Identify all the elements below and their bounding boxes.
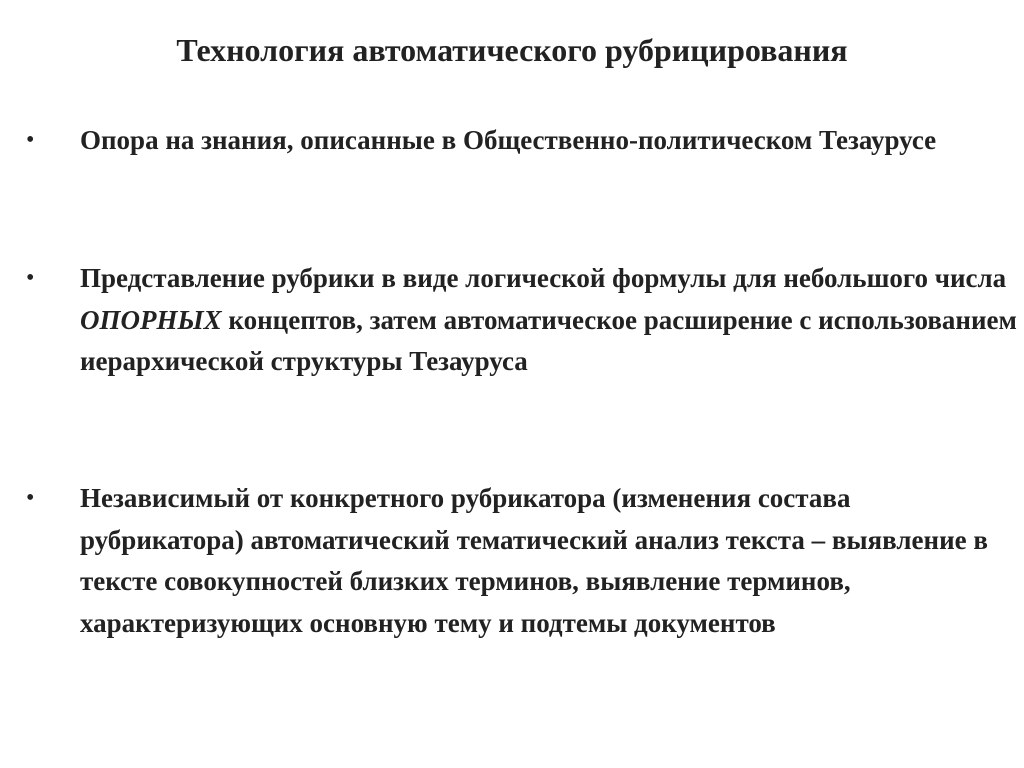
- bullet-text: [80, 258, 1018, 383]
- bullet-marker-icon: •: [26, 265, 35, 291]
- slide-title: Технология автоматического рубрицирования: [176, 32, 848, 68]
- bullet-text-after: концептов, затем автоматическое расширение с использованием иерархической структуры Тезауруса: [80, 304, 1017, 376]
- bullet-text-emphasis: ОПОРНЫХ: [80, 304, 222, 335]
- bullet-text-before: Представление рубрики в виде логической формулы для небольшого числа: [80, 263, 1007, 293]
- bullet-marker-icon: •: [26, 127, 35, 153]
- bullet-text: Независимый от конкретного рубрикатора (изменения состава рубрикатора) автоматический тематический анализ текста – выявление в тексте совокупностей близких терминов, выявление терминов, характеризующих основную тему и подтемы документов: [80, 483, 988, 638]
- bullet-text: Опора на знания, описанные в Общественно-политическом Тезаурусе: [80, 125, 937, 155]
- bullet-marker-icon: •: [26, 485, 35, 511]
